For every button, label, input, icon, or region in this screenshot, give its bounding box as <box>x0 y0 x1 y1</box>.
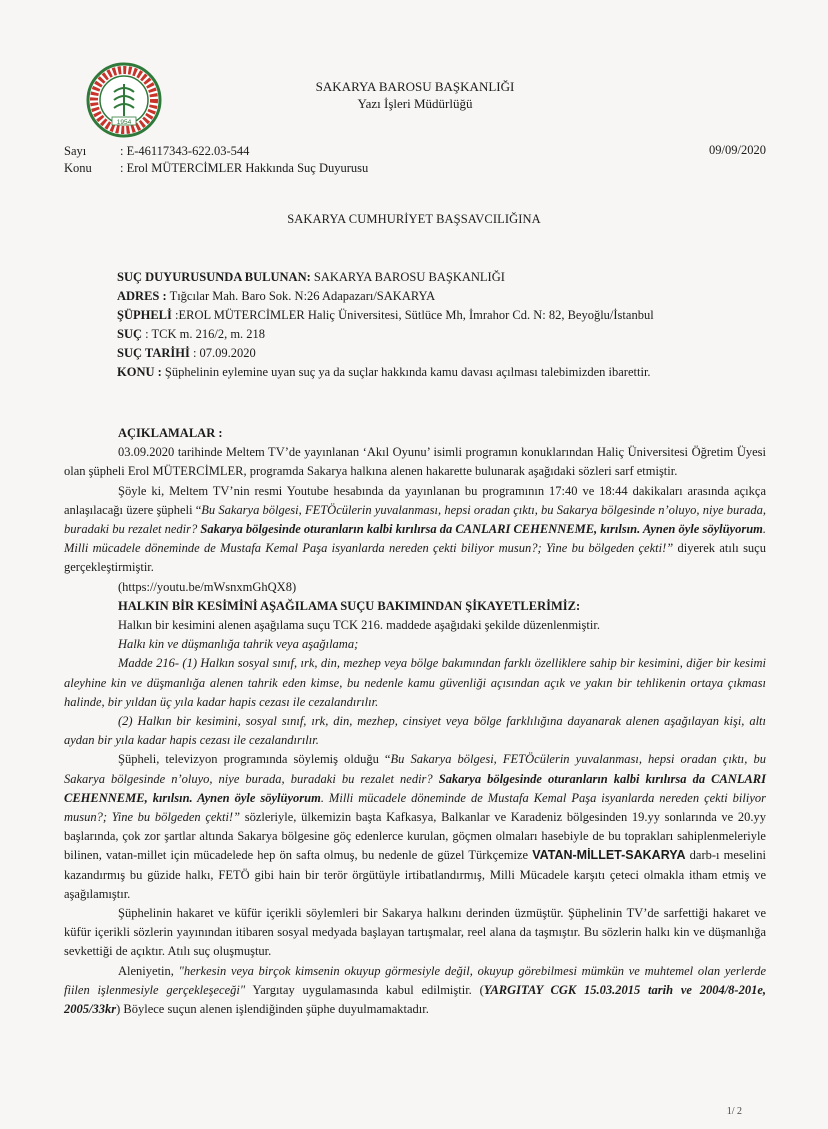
halk-heading: HALKIN BİR KESİMİNİ AŞAĞILAMA SUÇU BAKIMINDAN ŞİKAYETLERİMİZ: <box>118 598 581 613</box>
info-row-crime: SUÇ : TCK m. 216/2, m. 218 <box>117 327 266 341</box>
info-row-complainant: SUÇ DUYURUSUNDA BULUNAN: SAKARYA BAROSU BAŞKANLIĞI <box>117 270 505 284</box>
paragraph-1: 03.09.2020 tarihinde Meltem TV’de yayınlanan ‘Akıl Oyunu’ isimli programın konuklarından Haliç Üniversitesi Öğretim Üyesi olan şüpheli Erol MÜTERCİMLER, programda Sakarya halkına alenen hakarette bulunarak aşağıdaki sözleri sarf etmiştir. <box>64 445 766 479</box>
info-row-suspect: ŞÜPHELİ :EROL MÜTERCİMLER Haliç Üniversitesi, Sütlüce Mh, İmrahor Cd. N: 82, Beyoğlu/İstanbul <box>117 308 654 322</box>
org-subtitle: Yazı İşleri Müdürlüğü <box>357 96 473 111</box>
konu-line <box>64 160 368 177</box>
sayi-line <box>64 143 249 160</box>
letterhead <box>250 78 580 112</box>
recipient-title: SAKARYA CUMHURİYET BAŞSAVCILIĞINA <box>287 212 541 226</box>
paragraph-5: Madde 216- (1) Halkın sosyal sınıf, ırk, din, mezhep veya bölge bakımından farklı özelliklere sahip bir kesimini, diğer bir kesimi aleyhine kin ve düşmanlığa alenen tahrik eden kimse, bu nedenle kamu güvenliği açısından açık ve yakın bir tehlikenin ortaya çıkması halinde, bir yıldan üç yıla kadar hapis cezası ile cezalandırılır. <box>64 656 766 709</box>
paragraph-9: Aleniyetin, "herkesin veya birçok kimsenin okuyup görmesiyle değil, okuyup görebilmesi mümkün ve muhtemel olan yerlerde fiilen işlenmesiyle gerçekleşeceği" Yargıtay uygulamasında kabul edilmiştir. (YARGITAY CGK 15.03.2015 tarih ve 2004/8-201e, 2005/33kr) Böylece suçun alenen işlendiğinden şüphe duyulmamaktadır. <box>64 963 767 1017</box>
paragraph-7: Şüpheli, televizyon programında söylemiş olduğu “Bu Sakarya bölgesi, FETÖcülerin yuvalanması, hepsi oradan çıktı, bu Sakarya bölgesinde n’oluyo, niye burada, buradaki bu rezalet nedir? Sakarya bölgesinde oturanların kalbi kırılırsa da CANLARI CEHENNEME, kırılsın. Aynen öyle söylüyorum. Milli mücadele döneminde de Mustafa Kemal Paşa isyanlarda nereden çekti biliyor musun?; Yine bu bölgeden çekti!” sözleriyle, ülkemizin başta Kafkasya, Balkanlar ve Karadeniz bölgesinden 19.yy sonlarında ve 20.yy başlarında, çok zor şartlar altında Sakarya bölgesine göç edenlerce kurulan, göçmen olmaları hasebiyle de bu toprakları sahiplenmeleriyle bilinen, vatan-millet için mücadelede hep ön safta olmuş, bu nedenle de güzel Türkçemize VATAN-MİLLET-SAKARYA darb-ı meselini kazandırmış bu güzide halkı, FETÖ gibi hain bir terör örgütüyle irtibatlandırmış, Milli Mücadele karşıtı çeteci olmakla itham etmiş ve aşağılamıştır. <box>64 752 767 901</box>
paragraph-4: Halkı kin ve düşmanlığa tahrik veya aşağılama; <box>118 637 359 652</box>
sayi-value: : E-46117343-622.03-544 <box>120 144 250 158</box>
document-body <box>64 424 766 1019</box>
document-date: 09/09/2020 <box>709 143 766 157</box>
complaint-info <box>117 268 757 382</box>
youtube-link: (https://youtu.be/mWsnxmGhQX8) <box>118 579 297 594</box>
info-row-subject: KONU : Şüphelinin eylemine uyan suç ya da suçlar hakkında kamu davası açılması talebimizden ibarettir. <box>117 365 651 379</box>
info-row-address: ADRES : Tığcılar Mah. Baro Sok. N:26 Adapazarı/SAKARYA <box>117 289 436 303</box>
aciklamalar-heading: AÇIKLAMALAR : <box>118 426 223 440</box>
sakarya-barosu-logo-icon <box>86 62 162 138</box>
org-title: SAKARYA BAROSU BAŞKANLIĞI <box>315 79 515 94</box>
konu-label: Konu <box>64 161 92 175</box>
sayi-label: Sayı <box>64 144 87 158</box>
paragraph-3: Halkın bir kesimini alenen aşağılama suçu TCK 216. maddede aşağıdaki şekilde düzenlenmiştir. <box>118 618 600 633</box>
info-row-crime-date: SUÇ TARİHİ : 07.09.2020 <box>117 346 256 360</box>
paragraph-2: Şöyle ki, Meltem TV’nin resmi Youtube hesabında da yayınlanan bu programının 17:40 ve 18:44 dakikaları arasında açıkça anlaşılacağı üzere şüpheli “Bu Sakarya bölgesi, FETÖcülerin yuvalanması, hepsi oradan çıktı, bu Sakarya bölgesinde n’oluyo, niye burada, buradaki bu rezalet nedir? Sakarya bölgesinde oturanların kalbi kırılırsa da CANLARI CEHENNEME, kırılsın. Aynen öyle söylüyorum. Milli mücadele döneminde de Mustafa Kemal Paşa isyanlarda nereden çekti biliyor musun?; Yine bu bölgeden çekti!” diyerek atılı suçu gerçekleştirmiştir. <box>64 483 767 575</box>
paragraph-6: (2) Halkın bir kesimini, sosyal sınıf, ırk, din, mezhep, cinsiyet veya bölge farklılığına dayanarak alenen aşağılayan kişi, altı aydan bir yıla kadar hapis cezası ile cezalandırılır. <box>64 714 766 748</box>
page-number: 1/ 2 <box>726 1106 742 1117</box>
paragraph-8: Şüphelinin hakaret ve küfür içerikli söylemleri bir Sakarya halkını derinden üzmüştür. Şüphelinin TV’de sarfettiği hakaret ve küfür içerikli sözlerin yayınından itibaren sosyal medyada başlayan tartışmalar, reel alana da taşmıştır. Bu sözlerin halkı kin ve düşmanlığa sevkettiği de açıktır. Atılı suç oluşmuştur. <box>64 906 766 959</box>
konu-value: : Erol MÜTERCİMLER Hakkında Suç Duyurusu <box>120 161 369 175</box>
logo-year: 1954 <box>116 119 132 126</box>
